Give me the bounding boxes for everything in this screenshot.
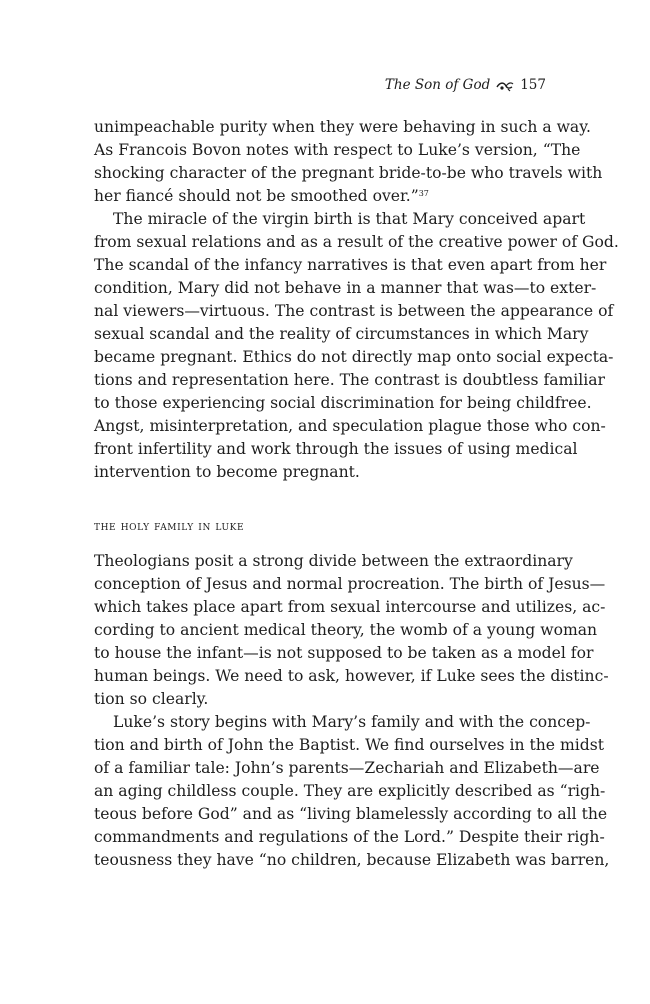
text-line: commandments and regulations of the Lord.” Despite their righ- bbox=[94, 828, 605, 846]
fleuron-ornament-icon bbox=[496, 79, 514, 91]
text-line: teous before God” and as “living blamelessly according to all the bbox=[94, 805, 608, 823]
text-line: sexual scandal and the reality of circumstances in which Mary bbox=[94, 325, 589, 343]
text-line: Theologians posit a strong divide between the extraordinary bbox=[94, 552, 573, 570]
text-line: tions and representation here. The contrast is doubtless familiar bbox=[94, 371, 606, 389]
text-line: cording to ancient medical theory, the womb of a young woman bbox=[94, 621, 598, 639]
text-line: Luke’s story begins with Mary’s family and with the concep- bbox=[113, 713, 591, 731]
text-line: to those experiencing social discrimination for being childfree. bbox=[94, 394, 592, 412]
text-line bbox=[94, 185, 547, 208]
text-line: from sexual relations and as a result of the creative power of God. bbox=[94, 233, 619, 251]
text-line: unimpeachable purity when they were behaving in such a way. bbox=[94, 118, 591, 136]
text-line: which takes place apart from sexual intercourse and utilizes, ac- bbox=[94, 598, 606, 616]
body-text-block-2 bbox=[94, 550, 610, 872]
text-line: of a familiar tale: John’s parents—Zechariah and Elizabeth—are bbox=[94, 759, 600, 777]
body-text-block-1 bbox=[94, 116, 619, 484]
text-line: conception of Jesus and normal procreation. The birth of Jesus— bbox=[94, 575, 606, 593]
section-heading: the holy family in luke bbox=[94, 519, 245, 533]
text-line: nal viewers—virtuous. The contrast is between the appearance of bbox=[94, 302, 614, 320]
text-line: teousness they have “no children, because Elizabeth was barren, bbox=[94, 851, 610, 869]
running-head-title: The Son of God bbox=[384, 77, 491, 93]
running-head bbox=[385, 76, 546, 94]
footnote-reference: 37 bbox=[418, 189, 429, 198]
text-line: front infertility and work through the issues of using medical bbox=[94, 440, 578, 458]
text-line: shocking character of the pregnant bride-to-be who travels with bbox=[94, 164, 603, 182]
text-line: intervention to become pregnant. bbox=[94, 463, 360, 481]
text-line: tion and birth of John the Baptist. We find ourselves in the midst bbox=[94, 736, 605, 754]
text-line: human beings. We need to ask, however, if Luke sees the distinc- bbox=[94, 667, 609, 685]
text-line: As Francois Bovon notes with respect to Luke’s version, “The bbox=[94, 141, 581, 159]
text-line-content: her fiancé should not be smoothed over.” bbox=[94, 187, 419, 205]
text-line: The scandal of the infancy narratives is that even apart from her bbox=[94, 256, 607, 274]
text-line: an aging childless couple. They are explicitly described as “righ- bbox=[94, 782, 606, 800]
text-line: Angst, misinterpretation, and speculation plague those who con- bbox=[94, 417, 606, 435]
text-line: condition, Mary did not behave in a manner that was—to exter- bbox=[94, 279, 597, 297]
page-number: 157 bbox=[520, 77, 546, 93]
text-line: tion so clearly. bbox=[94, 690, 209, 708]
text-line: became pregnant. Ethics do not directly map onto social expecta- bbox=[94, 348, 614, 366]
text-line: to house the infant—is not supposed to be taken as a model for bbox=[94, 644, 594, 662]
text-line: The miracle of the virgin birth is that Mary conceived apart bbox=[113, 210, 586, 228]
